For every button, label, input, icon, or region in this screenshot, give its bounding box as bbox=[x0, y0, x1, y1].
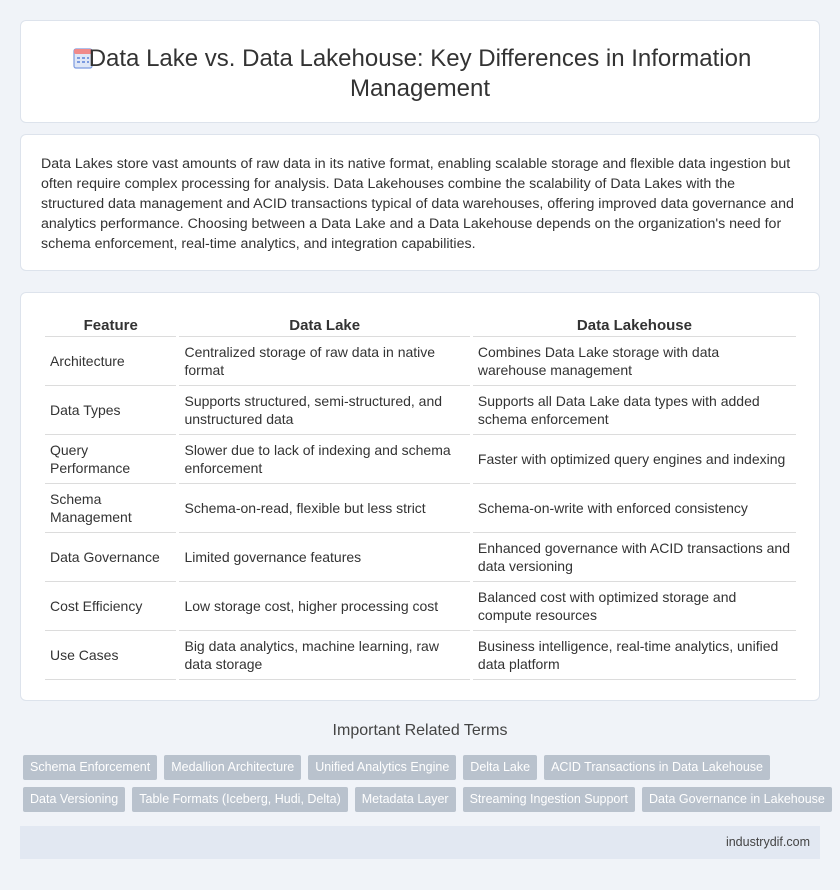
tag-schema-enforcement[interactable]: Schema Enforcement bbox=[23, 755, 157, 780]
header-data-lake: Data Lake bbox=[179, 314, 469, 337]
data-lake-cell: Supports structured, semi-structured, and unstructured data bbox=[179, 386, 469, 435]
tag-data-governance[interactable]: Data Governance in Lakehouse bbox=[642, 787, 832, 812]
feature-cell: Cost Efficiency bbox=[45, 582, 176, 631]
header-data-lakehouse: Data Lakehouse bbox=[473, 314, 796, 337]
table-row bbox=[45, 435, 796, 484]
table-row bbox=[45, 386, 796, 435]
table-row bbox=[45, 337, 796, 386]
data-lake-cell: Big data analytics, machine learning, raw data storage bbox=[179, 631, 469, 680]
tag-table-formats[interactable]: Table Formats (Iceberg, Hudi, Delta) bbox=[132, 787, 347, 812]
related-terms-tags bbox=[23, 755, 823, 819]
data-lake-cell: Centralized storage of raw data in native format bbox=[179, 337, 469, 386]
tag-metadata-layer[interactable]: Metadata Layer bbox=[355, 787, 456, 812]
data-lake-cell: Limited governance features bbox=[179, 533, 469, 582]
feature-cell: Use Cases bbox=[45, 631, 176, 680]
table-row bbox=[45, 484, 796, 533]
feature-cell: Data Governance bbox=[45, 533, 176, 582]
title-card bbox=[20, 20, 820, 123]
tag-medallion-architecture[interactable]: Medallion Architecture bbox=[164, 755, 301, 780]
data-lake-cell: Slower due to lack of indexing and schema enforcement bbox=[179, 435, 469, 484]
comparison-table bbox=[42, 314, 799, 680]
intro-card bbox=[20, 134, 820, 271]
tag-streaming-ingestion[interactable]: Streaming Ingestion Support bbox=[463, 787, 635, 812]
feature-cell: Architecture bbox=[45, 337, 176, 386]
tag-data-versioning[interactable]: Data Versioning bbox=[23, 787, 125, 812]
related-terms-title: Important Related Terms bbox=[332, 722, 508, 739]
feature-cell: Data Types bbox=[45, 386, 176, 435]
data-lakehouse-cell: Supports all Data Lake data types with added schema enforcement bbox=[473, 386, 796, 435]
data-lakehouse-cell: Combines Data Lake storage with data warehouse management bbox=[473, 337, 796, 386]
comparison-table-card bbox=[20, 292, 820, 701]
data-lakehouse-cell: Faster with optimized query engines and indexing bbox=[473, 435, 796, 484]
intro-paragraph: Data Lakes store vast amounts of raw data in its native format, enabling scalable storage and flexible data ingestion but often require complex processing for analysis. Data Lakehouses combine the scalability of Data Lakes with the structured data management and ACID transactions typical of data warehouses, offering improved data governance and analytics performance. Choosing between a Data Lake and a Data Lakehouse depends on the organization's need for schema enforcement, real-time analytics, and integration capabilities. bbox=[41, 156, 794, 252]
page-title: Data Lake vs. Data Lakehouse: Key Differences in Information Management bbox=[88, 45, 752, 102]
data-lake-cell: Schema-on-read, flexible but less strict bbox=[179, 484, 469, 533]
tag-row bbox=[23, 755, 823, 780]
tag-row bbox=[23, 787, 823, 812]
table-row bbox=[45, 533, 796, 582]
feature-cell: Schema Management bbox=[45, 484, 176, 533]
tag-acid-transactions[interactable]: ACID Transactions in Data Lakehouse bbox=[544, 755, 770, 780]
table-row bbox=[45, 631, 796, 680]
feature-cell: Query Performance bbox=[45, 435, 176, 484]
data-lakehouse-cell: Enhanced governance with ACID transactions and data versioning bbox=[473, 533, 796, 582]
tag-delta-lake[interactable]: Delta Lake bbox=[463, 755, 537, 780]
footer bbox=[20, 826, 820, 859]
tag-unified-analytics-engine[interactable]: Unified Analytics Engine bbox=[308, 755, 456, 780]
data-lakehouse-cell: Balanced cost with optimized storage and compute resources bbox=[473, 582, 796, 631]
data-lakehouse-cell: Business intelligence, real-time analytics, unified data platform bbox=[473, 631, 796, 680]
table-header-row bbox=[45, 314, 796, 337]
footer-site-link[interactable]: industrydif.com bbox=[725, 835, 810, 849]
data-lakehouse-cell: Schema-on-write with enforced consistency bbox=[473, 484, 796, 533]
table-row bbox=[45, 582, 796, 631]
data-lake-cell: Low storage cost, higher processing cost bbox=[179, 582, 469, 631]
header-feature: Feature bbox=[45, 314, 176, 337]
